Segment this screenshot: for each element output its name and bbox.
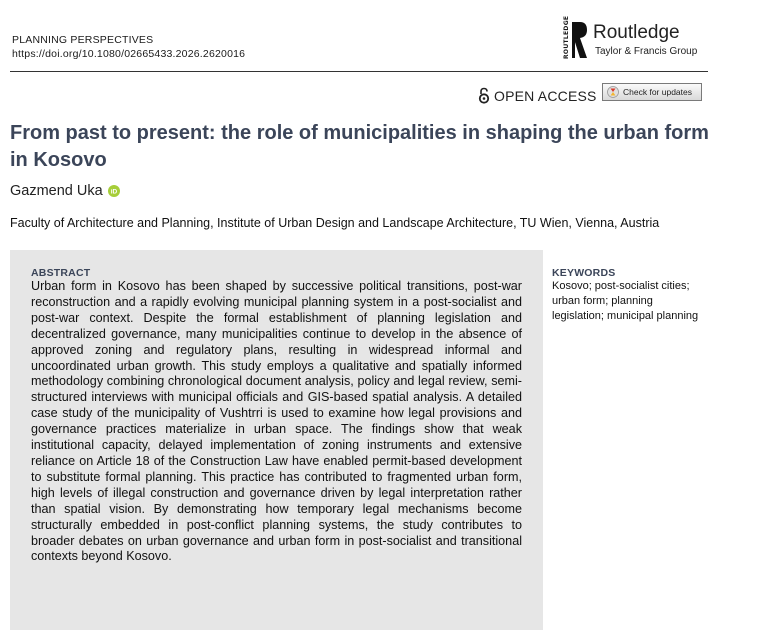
- svg-text:iD: iD: [110, 188, 117, 196]
- journal-name: PLANNING PERSPECTIVES: [12, 34, 154, 46]
- publisher-logo[interactable]: [560, 15, 710, 64]
- author-name[interactable]: Gazmend Uka: [10, 183, 103, 199]
- publisher-group: Taylor & Francis Group: [595, 46, 698, 57]
- header-divider: [10, 71, 708, 72]
- publisher-name: Routledge: [593, 22, 680, 43]
- open-access-label: OPEN ACCESS: [494, 87, 597, 104]
- crossmark-icon: [607, 86, 619, 98]
- abstract-text: Urban form in Kosovo has been shaped by successive political transitions, post-war reconstruction and a rapidly evolving municipal planning system in a post-socialist and post-war context. Despite the formal establishment of planning legislation and decentralized governance, many municipalities continue to develop in the absence of approved zoning and regulatory plans, resulting in widespread informal and uncoordinated urban growth. This study employs a qualitative and spatially informed methodology combining chronological document analysis, policy and legal review, semi-structured interviews with municipal officials and GIS-based spatial analysis. A detailed case study of the municipality of Vushtrri is used to examine how legal provisions and governance practices materialize in urban space. The findings show that weak institutional capacity, delayed implementation of zoning instruments and extensive reliance on Article 18 of the Construction Law have enabled permit-based development to substitute formal planning. This practice has contributed to fragmented urban form, high levels of illegal construction and governance driven by legal interpretation rather than spatial vision. By demonstrating how temporary legal mechanisms become structurally embedded in post-conflict planning systems, the study contributes to broader debates on urban governance and urban form in post-socialist and transitional contexts beyond Kosovo.: [31, 279, 522, 564]
- check-updates-button[interactable]: [602, 83, 702, 101]
- journal-header: [12, 33, 245, 61]
- article-title: From past to present: the role of municipalities in shaping the urban form in Kosovo: [10, 122, 709, 171]
- orcid-icon[interactable]: [108, 185, 120, 197]
- keywords-heading: KEYWORDS: [552, 267, 616, 279]
- open-lock-icon: [478, 87, 490, 104]
- author-line: [10, 183, 120, 199]
- abstract-section: [10, 250, 543, 630]
- abstract-heading: ABSTRACT: [31, 267, 91, 279]
- publisher-spine: ROUTLEDGE: [563, 15, 570, 59]
- check-updates-label: Check for updates: [623, 87, 692, 97]
- keywords-section: [552, 267, 707, 324]
- author-affiliation: Faculty of Architecture and Planning, Institute of Urban Design and Landscape Architecture, TU Wien, Vienna, Austria: [10, 216, 660, 230]
- doi-link[interactable]: https://doi.org/10.1080/02665433.2026.2620016: [12, 48, 246, 60]
- keywords-list: Kosovo; post-socialist cities; urban form; planning legislation; municipal planning: [552, 280, 699, 322]
- open-access-badge: [478, 87, 597, 104]
